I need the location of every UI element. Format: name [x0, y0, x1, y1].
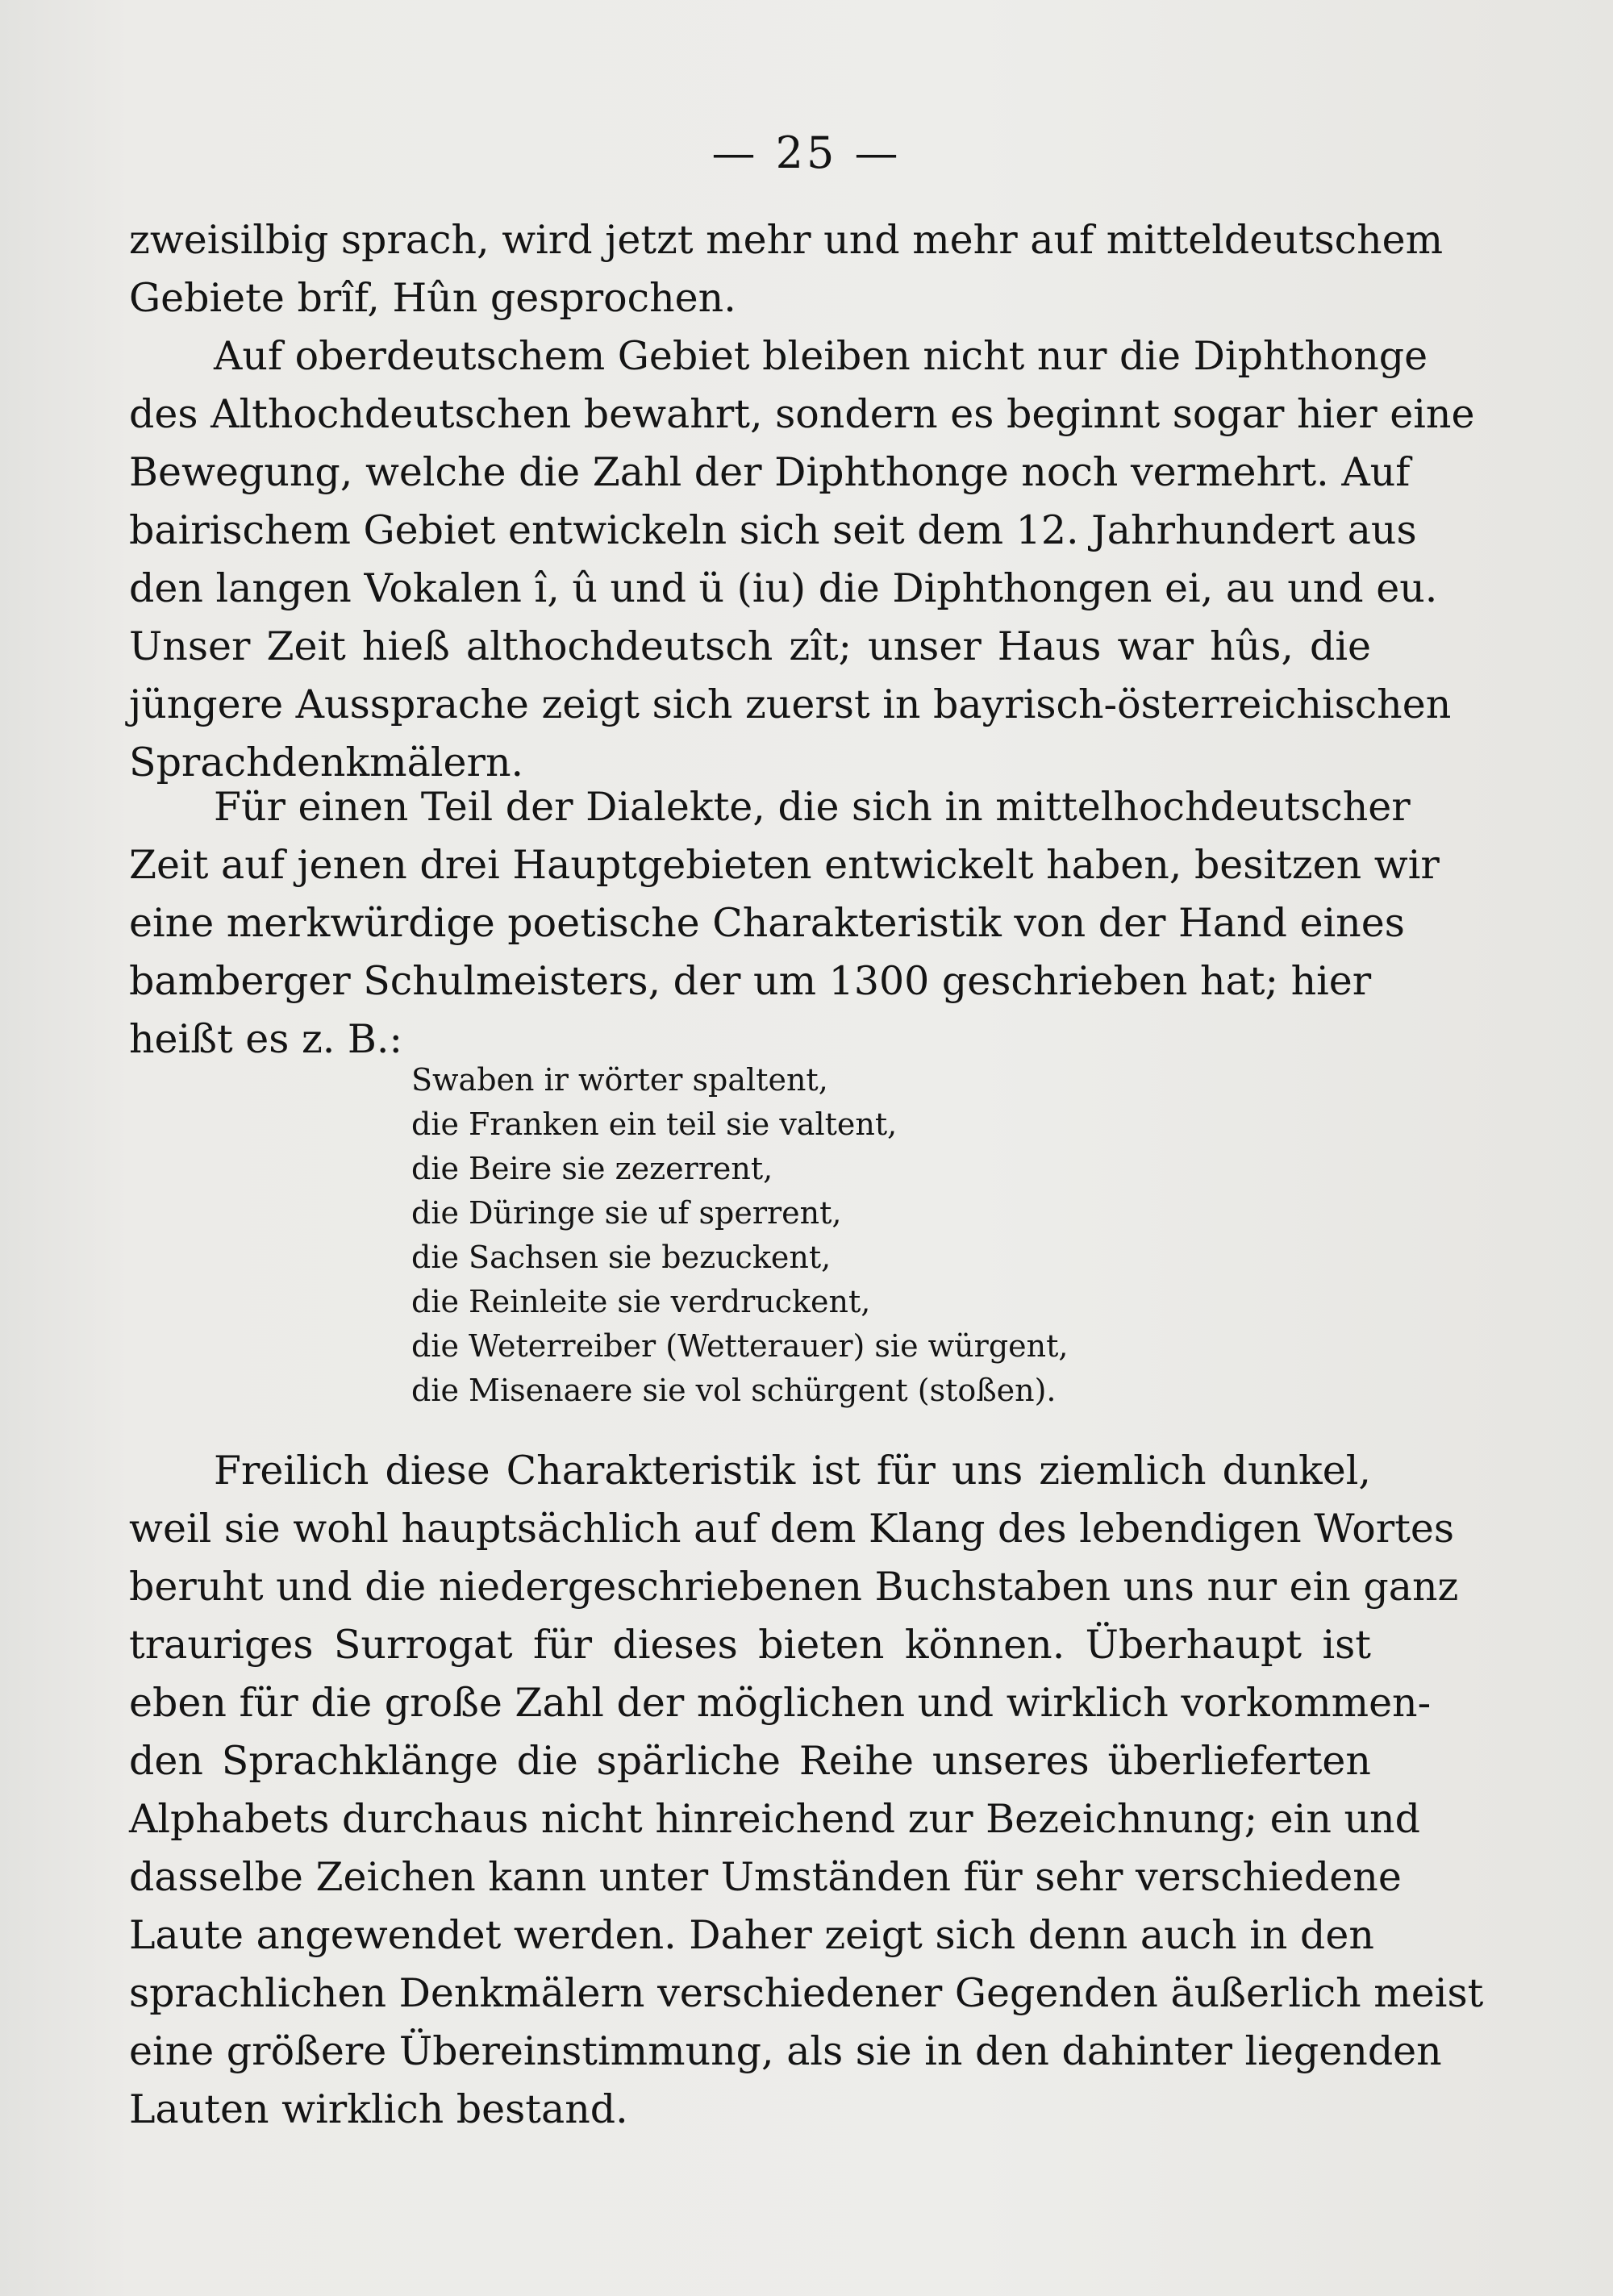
text-line: Bewegung, welche die Zahl der Diphthonge noch vermehrt. Auf — [129, 449, 1411, 495]
verse-line: die Beire sie zezerrent, — [411, 1151, 773, 1186]
text-line: bamberger Schulmeisters, der um 1300 geschrieben hat; hier — [129, 958, 1372, 1004]
paragraph-diphthongs — [129, 327, 1475, 792]
text-line: beruht und die niedergeschriebenen Buchstaben uns nur ein ganz — [129, 1564, 1459, 1610]
verse-line: die Sachsen sie bezuckent, — [411, 1240, 832, 1275]
text-line: Freilich diese Charakteristik ist für uns ziemlich dunkel, — [214, 1448, 1371, 1494]
page-number: — 25 — — [711, 127, 902, 178]
text-line: eine merkwürdige poetische Charakteristik von der Hand eines — [129, 900, 1405, 946]
verse-line: die Weterreiber (Wetterauer) sie würgent, — [411, 1328, 1069, 1364]
text-line: eine größere Übereinstimmung, als sie in den dahinter liegenden — [129, 2028, 1442, 2074]
verse-quotation — [411, 1058, 1218, 1413]
paragraph-characteristic — [129, 1442, 1484, 2139]
verse-line: die Franken ein teil sie valtent, — [411, 1106, 898, 1142]
text-line: den Sprachklänge die spärliche Reihe unseres überlieferten — [129, 1738, 1371, 1784]
verse-line: die Reinleite sie verdruckent, — [411, 1284, 871, 1319]
text-line: eben für die große Zahl der möglichen und wirklich vorkommen- — [129, 1680, 1432, 1726]
text-line: Gebiete brîf, Hûn gesprochen. — [129, 275, 736, 321]
text-line: den langen Vokalen î, û und ü (iu) die Diphthongen ei, au und eu. — [129, 565, 1438, 611]
text-line: Unser Zeit hieß althochdeutsch zît; unser Haus war hûs, die — [129, 623, 1371, 669]
verse-line: Swaben ir wörter spaltent, — [411, 1062, 828, 1098]
text-line: weil sie wohl hauptsächlich auf dem Klang des lebendigen Wortes — [129, 1506, 1455, 1552]
text-line: des Althochdeutschen bewahrt, sondern es beginnt sogar hier eine — [129, 391, 1475, 437]
text-line: Auf oberdeutschem Gebiet bleiben nicht nur die Diphthonge — [214, 333, 1428, 379]
text-line: Laute angewendet werden. Daher zeigt sich denn auch in den — [129, 1912, 1374, 1958]
text-line: zweisilbig sprach, wird jetzt mehr und mehr auf mitteldeutschem — [129, 217, 1444, 263]
verse-line: die Düringe sie uf sperrent, — [411, 1195, 842, 1231]
verse-line: die Misenaere sie vol schürgent (stoßen). — [411, 1373, 1057, 1408]
text-line: sprachlichen Denkmälern verschiedener Gegenden äußerlich meist — [129, 1970, 1484, 2016]
text-line: Alphabets durchaus nicht hinreichend zur Bezeichnung; ein und — [129, 1796, 1420, 1842]
text-line: Lauten wirklich bestand. — [129, 2086, 628, 2132]
text-line: bairischem Gebiet entwickeln sich seit dem 12. Jahrhundert aus — [129, 507, 1417, 553]
text-line: dasselbe Zeichen kann unter Umständen für sehr verschiedene — [129, 1854, 1402, 1900]
text-line: heißt es z. B.: — [129, 1016, 403, 1062]
text-line: Sprachdenkmälern. — [129, 740, 524, 785]
text-line: Für einen Teil der Dialekte, die sich in mittelhochdeutscher — [214, 784, 1411, 830]
text-line: jüngere Aussprache zeigt sich zuerst in bayrisch-österreichischen — [129, 681, 1452, 727]
paragraph-dialects — [129, 778, 1440, 1069]
text-line: trauriges Surrogat für dieses bieten können. Überhaupt ist — [129, 1622, 1371, 1668]
paragraph-continuation — [129, 211, 1444, 327]
text-line: Zeit auf jenen drei Hauptgebieten entwickelt haben, besitzen wir — [129, 842, 1440, 888]
